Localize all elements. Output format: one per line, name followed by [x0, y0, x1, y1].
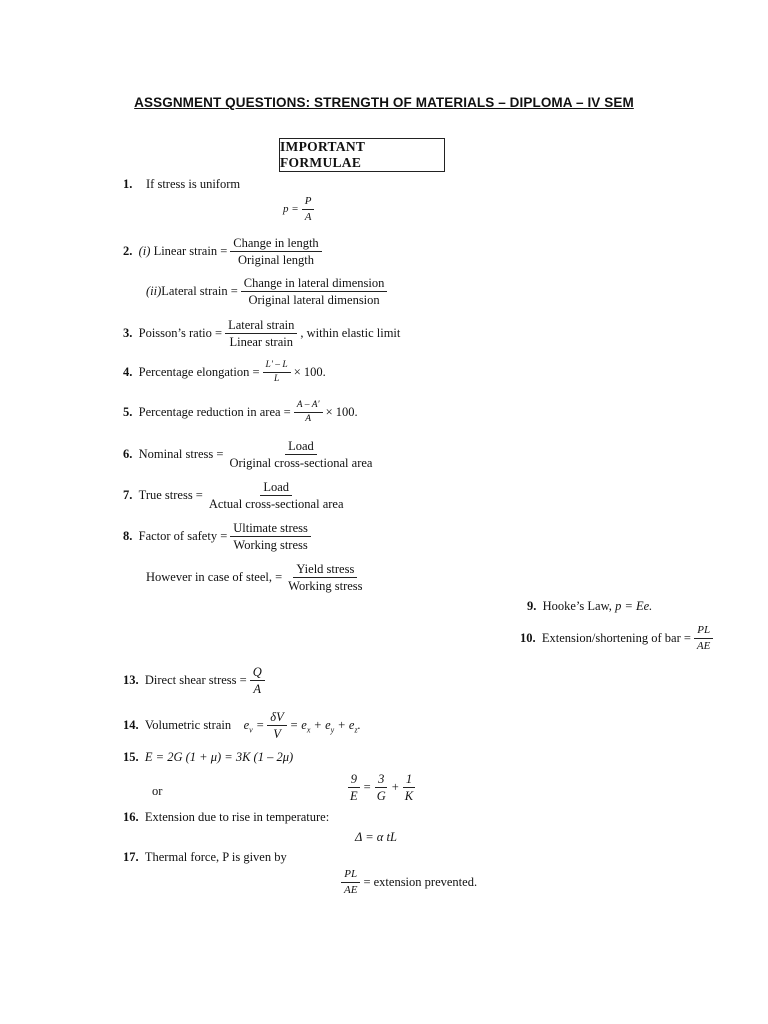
formula-1-number: 1. [123, 177, 133, 191]
formula-17-expression: $\frac{PL}{AE}$ = extension prevented. [338, 868, 477, 896]
formula-15-or: or [152, 784, 163, 798]
formula-4: 4. Percentage elongation = $\frac{L' - L}{L}$ × 100. [123, 360, 326, 384]
important-formulae-heading: IMPORTANT FORMULAE [279, 138, 445, 172]
formula-5: 5. Percentage reduction in area = $\frac{A - A'}{A}$ × 100. [123, 400, 358, 424]
formula-15: 15. E = 2G (1 + μ) = 3K (1 – 2μ) [123, 750, 294, 764]
formula-3: 3. Poisson’s ratio = $\frac{\text{Lateral strain}}{\text{Linear strain}}$ , within elastic limit [123, 318, 401, 350]
document-title: ASSGNMENT QUESTIONS: STRENGTH OF MATERIALS – DIPLOMA – IV SEM [134, 95, 634, 110]
formula-2-lateral: (ii) Lateral strain = $\frac{\text{Change in lateral dimension}}{\text{Original lateral dimension}}$ [146, 276, 390, 308]
formula-16-expression: Δ = α tL [355, 830, 397, 844]
formula-7: 7. True stress = $\frac{\text{Load}}{\text{Actual cross-sectional area}}$ [123, 480, 344, 512]
formula-17: 17. Thermal force, P is given by [123, 850, 287, 864]
formula-16: 16. Extension due to rise in temperature: [123, 810, 330, 824]
formula-8-steel: However in case of steel, = $\frac{\text{Yield stress}}{\text{Working stress}}$ [146, 562, 363, 594]
formula-14: 14. Volumetric strain $e_v$ = $\frac{\delta V}{V}$ = $e_x + e_y + e_z$. [123, 710, 361, 742]
formula-9: 9. Hooke’s Law, p = Ee. [527, 599, 653, 613]
formula-1-text: If stress is uniform [146, 177, 241, 191]
formula-8: 8. Factor of safety = $\frac{\text{Ultimate stress}}{\text{Working stress}}$ [123, 521, 314, 553]
formula-10: 10. Extension/shortening of bar = $\frac{PL}{AE}$ [520, 624, 716, 652]
formula-15-alt: $\frac{9}{E}$ = $\frac{3}{G}$ + $\frac{1}{K}$ [344, 772, 419, 804]
formula-13: 13. Direct shear stress = $\frac{Q}{A}$ [123, 665, 268, 697]
formula-1-expression: p = $\frac{P}{A}$ [283, 195, 317, 223]
formula-2: 2. (i) Linear strain = $\frac{\text{Change in length}}{\text{Original length}}$ [123, 236, 325, 268]
formula-6: 6. Nominal stress = $\frac{\text{Load}}{\text{Original cross-sectional area}}$ [123, 439, 373, 471]
